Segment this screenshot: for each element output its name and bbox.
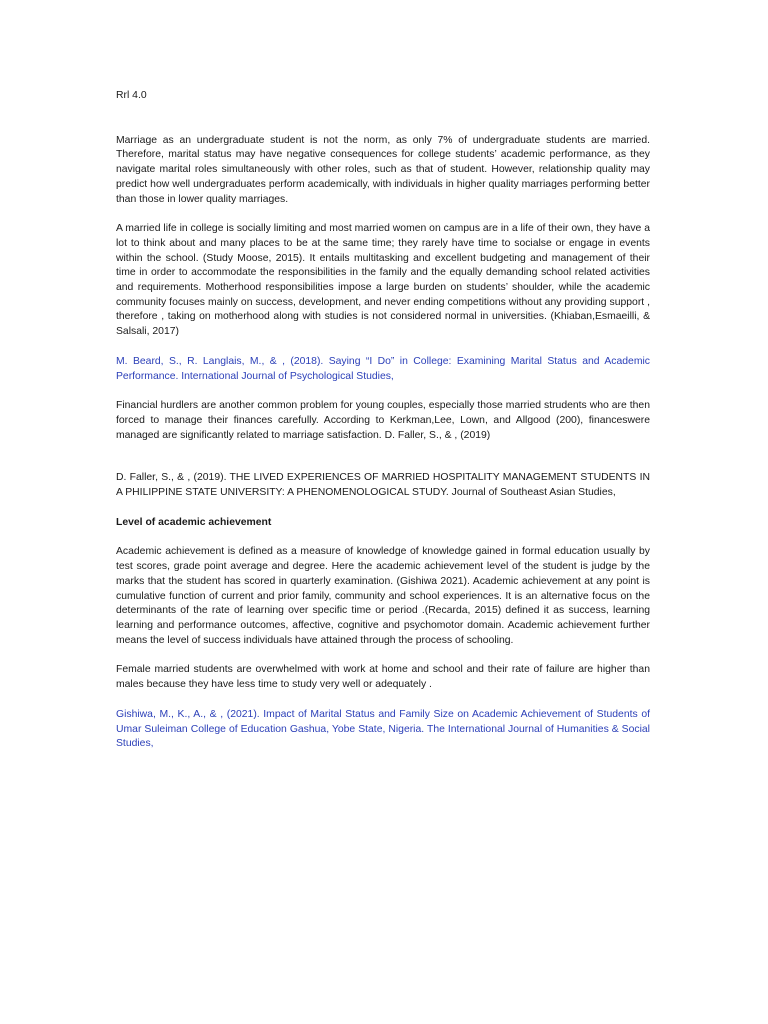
paragraph-marriage-norm: Marriage as an undergraduate student is not the norm, as only 7% of undergraduate students are married. Therefore, marital status may have negative consequences for college students’ academic performance, as they navigate marital roles simultaneously with other roles, such as that of student. However, relationship quality may predict how well undergraduates perform academically, with individuals in higher quality marriages performing better than those in lower quality marriages. (116, 134, 650, 205)
paragraph-female-students: Female married students are overwhelmed with work at home and school and their rate of failure are higher than males because they have less time to study very well or adequately . (116, 664, 650, 691)
document-page (116, 89, 650, 767)
paragraph-married-life: A married life in college is socially limiting and most married women on campus are in a life of their own, they have a lot to think about and many places to be at the same time; they rarely have time to socialse or engage in events within the school. (Study Moose, 2015). It entails multitasking and excellent budgeting and management of their time in order to accommodate the responsibilities in the family and the equally demanding school related activities and requirements. Motherhood responsibilities impose a large burden on students’ shoulder, while the academic community focuses mainly on success, development, and never ending competitions without any providing support , therefore , taking on motherhood along with studies is not considered normal in universities. (Khiaban,Esmaeilli, & Salsali, 2017) (116, 223, 650, 338)
reference-gishiwa-2021: Gishiwa, M., K., A., & , (2021). Impact of Marital Status and Family Size on Academic Achievement of Students of Umar Suleiman College of Education Gashua, Yobe State, Nigeria. The International Journal of Humanities & Social Studies, (116, 708, 650, 750)
section-heading: Level of academic achievement (116, 516, 272, 528)
document-title: Rrl 4.0 (116, 90, 147, 101)
paragraph-financial-hurdles: Financial hurdlers are another common problem for young couples, especially those married strudents who are then forced to manage their finances carefully. According to Kerkman,Lee, Lown, and Allgood (200), financeswere managed are significantly related to marriage satisfaction. D. Faller, S., & , (2019) (116, 400, 650, 441)
paragraph-academic-achievement: Academic achievement is defined as a measure of knowledge of knowledge gained in formal education usually by test scores, grade point average and degree. Here the academic achievement level of the student is judge by the marks that the student has scored in quarterly examination. (Gishiwa 2021). Academic achievement at any point is cumulative function of current and prior family, community and school experiences. It is an alternative focus on the determinants of the rate of learning over specific time or period .(Recarda, 2015) defined it as success, learning learning and performance outcomes, affective, cognitive and psychomotor domain. Academic achievement further means the level of success individuals have attained through the process of schooling. (116, 546, 650, 646)
reference-faller-2019: D. Faller, S., & , (2019). THE LIVED EXPERIENCES OF MARRIED HOSPITALITY MANAGEMENT STUDENTS IN A PHILIPPINE STATE UNIVERSITY: A PHENOMENOLOGICAL STUDY. Journal of Southeast Asian Studies, (116, 472, 650, 499)
reference-beard-2018: M. Beard, S., R. Langlais, M., & , (2018). Saying “I Do” in College: Examining Marital Status and Academic Performance. International Journal of Psychological Studies, (116, 355, 650, 382)
